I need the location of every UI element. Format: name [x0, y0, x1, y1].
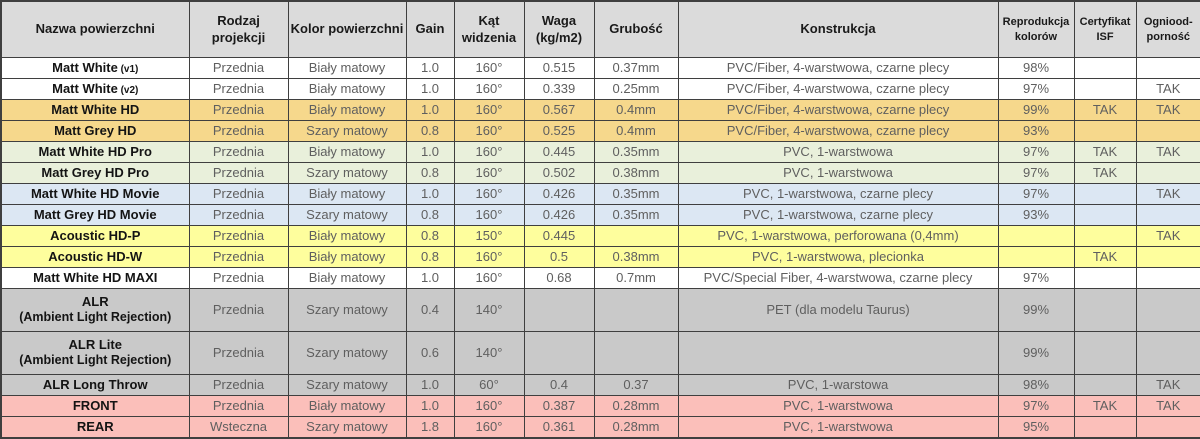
- cell-fire: [1136, 268, 1200, 289]
- cell-weight: 0.387: [524, 396, 594, 417]
- cell-repro: 97%: [998, 268, 1074, 289]
- cell-color: Szary matowy: [288, 375, 406, 396]
- cell-isf: [1074, 205, 1136, 226]
- cell-thickness: 0.35mm: [594, 142, 678, 163]
- cell-weight: 0.445: [524, 142, 594, 163]
- cell-construction: PVC/Special Fiber, 4-warstwowa, czarne plecy: [678, 268, 998, 289]
- cell-gain: 1.8: [406, 417, 454, 439]
- surface-name-text: Matt Grey HD Movie: [33, 206, 157, 222]
- surface-name-text: Acoustic HD-W: [48, 248, 143, 264]
- cell-fire: TAK: [1136, 396, 1200, 417]
- surface-name-text: Matt White HD MAXI: [33, 269, 158, 285]
- cell-fire: TAK: [1136, 226, 1200, 247]
- cell-isf: [1074, 332, 1136, 375]
- cell-weight: 0.68: [524, 268, 594, 289]
- cell-isf: [1074, 417, 1136, 439]
- cell-thickness: 0.35mm: [594, 205, 678, 226]
- cell-projection: Przednia: [189, 332, 288, 375]
- cell-surface-name: [1, 163, 189, 184]
- cell-thickness: 0.4mm: [594, 121, 678, 142]
- cell-thickness: 0.28mm: [594, 417, 678, 439]
- cell-surface-name: [1, 417, 189, 439]
- cell-surface-name: [1, 184, 189, 205]
- surface-name-line2: (Ambient Light Rejection): [19, 353, 172, 368]
- cell-thickness: 0.25mm: [594, 79, 678, 100]
- surface-name-text: Matt White HD Pro: [38, 143, 152, 159]
- cell-fire: TAK: [1136, 100, 1200, 121]
- cell-repro: 97%: [998, 396, 1074, 417]
- cell-projection: Przednia: [189, 396, 288, 417]
- surface-name-text: Matt White: [52, 59, 118, 75]
- surface-name-text: FRONT: [72, 397, 118, 413]
- column-header-name: Nazwa powierzchni: [1, 1, 189, 58]
- cell-construction: PET (dla modelu Taurus): [678, 289, 998, 332]
- table-row: [1, 58, 1200, 79]
- cell-weight: 0.525: [524, 121, 594, 142]
- cell-gain: 1.0: [406, 268, 454, 289]
- cell-projection: Przednia: [189, 142, 288, 163]
- cell-color: Szary matowy: [288, 121, 406, 142]
- cell-gain: 1.0: [406, 375, 454, 396]
- surface-name-text: Matt White HD Movie: [30, 185, 160, 201]
- cell-thickness: 0.7mm: [594, 268, 678, 289]
- cell-construction: PVC, 1-warstwowa: [678, 417, 998, 439]
- surface-name-text: Matt White: [52, 80, 118, 96]
- cell-thickness: [594, 226, 678, 247]
- cell-color: Biały matowy: [288, 184, 406, 205]
- cell-construction: PVC/Fiber, 4-warstwowa, czarne plecy: [678, 58, 998, 79]
- cell-weight: 0.339: [524, 79, 594, 100]
- cell-repro: 99%: [998, 100, 1074, 121]
- cell-weight: [524, 332, 594, 375]
- table-row: [1, 332, 1200, 375]
- cell-angle: 160°: [454, 184, 524, 205]
- cell-construction: PVC/Fiber, 4-warstwowa, czarne plecy: [678, 121, 998, 142]
- cell-isf: TAK: [1074, 163, 1136, 184]
- column-header-gain: Gain: [406, 1, 454, 58]
- cell-gain: 1.0: [406, 184, 454, 205]
- surface-name-text: REAR: [76, 418, 114, 434]
- table-row: [1, 226, 1200, 247]
- cell-color: Biały matowy: [288, 247, 406, 268]
- cell-isf: [1074, 58, 1136, 79]
- cell-gain: 0.8: [406, 205, 454, 226]
- cell-repro: 98%: [998, 58, 1074, 79]
- table-row: [1, 205, 1200, 226]
- cell-surface-name: [1, 375, 189, 396]
- cell-thickness: 0.37mm: [594, 58, 678, 79]
- cell-gain: 0.8: [406, 163, 454, 184]
- cell-repro: 99%: [998, 289, 1074, 332]
- cell-repro: [998, 247, 1074, 268]
- surface-name-suffix: (v2): [117, 84, 139, 96]
- cell-gain: 0.6: [406, 332, 454, 375]
- cell-gain: 1.0: [406, 396, 454, 417]
- cell-weight: 0.515: [524, 58, 594, 79]
- cell-surface-name: [1, 226, 189, 247]
- cell-construction: PVC, 1-warstwowa, czarne plecy: [678, 205, 998, 226]
- table-row: [1, 247, 1200, 268]
- surface-name-text: ALR Lite: [68, 337, 122, 353]
- cell-gain: 1.0: [406, 100, 454, 121]
- cell-color: Szary matowy: [288, 205, 406, 226]
- surface-name-text: Matt Grey HD: [54, 122, 137, 138]
- cell-angle: 60°: [454, 375, 524, 396]
- cell-gain: 1.0: [406, 79, 454, 100]
- cell-construction: PVC, 1-warstwowa: [678, 163, 998, 184]
- cell-fire: TAK: [1136, 142, 1200, 163]
- cell-surface-name: [1, 121, 189, 142]
- cell-color: Biały matowy: [288, 396, 406, 417]
- cell-angle: 160°: [454, 163, 524, 184]
- cell-thickness: 0.4mm: [594, 100, 678, 121]
- table-row: [1, 121, 1200, 142]
- cell-isf: [1074, 226, 1136, 247]
- cell-angle: 160°: [454, 121, 524, 142]
- cell-thickness: 0.38mm: [594, 163, 678, 184]
- cell-surface-name: [1, 268, 189, 289]
- cell-construction: PVC, 1-warstwowa: [678, 396, 998, 417]
- cell-projection: Przednia: [189, 375, 288, 396]
- cell-isf: [1074, 289, 1136, 332]
- column-header-angle: Kąt widzenia: [454, 1, 524, 58]
- cell-fire: [1136, 289, 1200, 332]
- table-row: [1, 79, 1200, 100]
- surface-name-line2: (Ambient Light Rejection): [19, 310, 172, 325]
- cell-thickness: [594, 289, 678, 332]
- cell-weight: 0.502: [524, 163, 594, 184]
- cell-color: Biały matowy: [288, 142, 406, 163]
- cell-angle: 140°: [454, 289, 524, 332]
- cell-angle: 160°: [454, 417, 524, 439]
- cell-isf: TAK: [1074, 100, 1136, 121]
- table-row: [1, 375, 1200, 396]
- cell-weight: 0.445: [524, 226, 594, 247]
- cell-construction: PVC, 1-warstwowa, plecionka: [678, 247, 998, 268]
- cell-construction: PVC, 1-warstwowa: [678, 142, 998, 163]
- cell-repro: 99%: [998, 332, 1074, 375]
- cell-isf: [1074, 184, 1136, 205]
- cell-surface-name: [1, 332, 189, 375]
- cell-angle: 160°: [454, 100, 524, 121]
- cell-color: Biały matowy: [288, 226, 406, 247]
- surface-name-suffix: (v1): [117, 63, 139, 75]
- cell-gain: 0.4: [406, 289, 454, 332]
- cell-color: Biały matowy: [288, 100, 406, 121]
- cell-angle: 160°: [454, 58, 524, 79]
- cell-surface-name: [1, 79, 189, 100]
- cell-color: Szary matowy: [288, 289, 406, 332]
- surface-name-text: Matt Grey HD Pro: [41, 164, 150, 180]
- cell-projection: Wsteczna: [189, 417, 288, 439]
- cell-fire: TAK: [1136, 375, 1200, 396]
- surface-name-text: Acoustic HD-P: [50, 227, 141, 243]
- table-row: [1, 184, 1200, 205]
- cell-construction: PVC/Fiber, 4-warstwowa, czarne plecy: [678, 100, 998, 121]
- cell-repro: 97%: [998, 163, 1074, 184]
- cell-fire: TAK: [1136, 79, 1200, 100]
- cell-projection: Przednia: [189, 58, 288, 79]
- cell-repro: 93%: [998, 205, 1074, 226]
- table-row: [1, 289, 1200, 332]
- cell-angle: 140°: [454, 332, 524, 375]
- table-row: [1, 417, 1200, 439]
- column-header-isf: Certyfikat ISF: [1074, 1, 1136, 58]
- cell-fire: [1136, 247, 1200, 268]
- cell-isf: TAK: [1074, 142, 1136, 163]
- cell-projection: Przednia: [189, 289, 288, 332]
- cell-weight: 0.5: [524, 247, 594, 268]
- cell-angle: 160°: [454, 247, 524, 268]
- cell-isf: [1074, 268, 1136, 289]
- cell-gain: 0.8: [406, 226, 454, 247]
- table-body: [1, 58, 1200, 439]
- cell-surface-name: [1, 142, 189, 163]
- cell-surface-name: [1, 100, 189, 121]
- cell-isf: TAK: [1074, 396, 1136, 417]
- surface-name-text: ALR Long Throw: [42, 376, 148, 392]
- table-row: [1, 142, 1200, 163]
- cell-weight: 0.361: [524, 417, 594, 439]
- cell-projection: Przednia: [189, 226, 288, 247]
- cell-fire: TAK: [1136, 184, 1200, 205]
- cell-color: Biały matowy: [288, 79, 406, 100]
- cell-gain: 0.8: [406, 247, 454, 268]
- cell-projection: Przednia: [189, 163, 288, 184]
- cell-color: Szary matowy: [288, 163, 406, 184]
- surface-name-text: Matt White HD: [51, 101, 140, 117]
- cell-repro: 98%: [998, 375, 1074, 396]
- cell-surface-name: [1, 289, 189, 332]
- cell-thickness: 0.37: [594, 375, 678, 396]
- column-header-fire: Ogniood-porność: [1136, 1, 1200, 58]
- cell-fire: [1136, 121, 1200, 142]
- cell-fire: [1136, 417, 1200, 439]
- cell-repro: 93%: [998, 121, 1074, 142]
- column-header-construction: Konstrukcja: [678, 1, 998, 58]
- cell-isf: [1074, 121, 1136, 142]
- table-row: [1, 100, 1200, 121]
- cell-color: Biały matowy: [288, 58, 406, 79]
- cell-fire: [1136, 332, 1200, 375]
- cell-projection: Przednia: [189, 100, 288, 121]
- cell-gain: 1.0: [406, 142, 454, 163]
- cell-angle: 160°: [454, 396, 524, 417]
- cell-surface-name: [1, 396, 189, 417]
- cell-projection: Przednia: [189, 79, 288, 100]
- cell-angle: 150°: [454, 226, 524, 247]
- cell-construction: PVC, 1-warstwowa, perforowana (0,4mm): [678, 226, 998, 247]
- cell-gain: 0.8: [406, 121, 454, 142]
- cell-thickness: 0.38mm: [594, 247, 678, 268]
- cell-weight: 0.426: [524, 184, 594, 205]
- cell-thickness: 0.28mm: [594, 396, 678, 417]
- cell-surface-name: [1, 58, 189, 79]
- table-row: [1, 396, 1200, 417]
- table-header-row: [1, 1, 1200, 58]
- cell-repro: 97%: [998, 142, 1074, 163]
- cell-repro: 97%: [998, 79, 1074, 100]
- surface-name-text: ALR: [81, 294, 109, 310]
- cell-projection: Przednia: [189, 205, 288, 226]
- column-header-thickness: Grubość: [594, 1, 678, 58]
- cell-gain: 1.0: [406, 58, 454, 79]
- cell-construction: PVC, 1-warstwowa, czarne plecy: [678, 184, 998, 205]
- cell-angle: 160°: [454, 79, 524, 100]
- cell-surface-name: [1, 205, 189, 226]
- column-header-weight: Waga (kg/m2): [524, 1, 594, 58]
- column-header-repro: Reprodukcja kolorów: [998, 1, 1074, 58]
- cell-fire: [1136, 205, 1200, 226]
- cell-construction: PVC/Fiber, 4-warstwowa, czarne plecy: [678, 79, 998, 100]
- cell-weight: 0.426: [524, 205, 594, 226]
- cell-thickness: 0.35mm: [594, 184, 678, 205]
- column-header-color: Kolor powierzchni: [288, 1, 406, 58]
- cell-angle: 160°: [454, 142, 524, 163]
- cell-angle: 160°: [454, 268, 524, 289]
- cell-projection: Przednia: [189, 247, 288, 268]
- cell-repro: 97%: [998, 184, 1074, 205]
- cell-thickness: [594, 332, 678, 375]
- table-row: [1, 268, 1200, 289]
- cell-surface-name: [1, 247, 189, 268]
- cell-color: Szary matowy: [288, 332, 406, 375]
- cell-isf: [1074, 375, 1136, 396]
- cell-repro: [998, 226, 1074, 247]
- cell-projection: Przednia: [189, 184, 288, 205]
- cell-construction: PVC, 1-warstowa: [678, 375, 998, 396]
- cell-isf: TAK: [1074, 247, 1136, 268]
- cell-fire: [1136, 58, 1200, 79]
- cell-projection: Przednia: [189, 121, 288, 142]
- cell-color: Szary matowy: [288, 417, 406, 439]
- cell-weight: 0.567: [524, 100, 594, 121]
- column-header-projection: Rodzaj projekcji: [189, 1, 288, 58]
- cell-weight: [524, 289, 594, 332]
- cell-weight: 0.4: [524, 375, 594, 396]
- cell-angle: 160°: [454, 205, 524, 226]
- cell-repro: 95%: [998, 417, 1074, 439]
- table-row: [1, 163, 1200, 184]
- cell-construction: [678, 332, 998, 375]
- cell-fire: [1136, 163, 1200, 184]
- cell-projection: Przednia: [189, 268, 288, 289]
- cell-isf: [1074, 79, 1136, 100]
- cell-color: Biały matowy: [288, 268, 406, 289]
